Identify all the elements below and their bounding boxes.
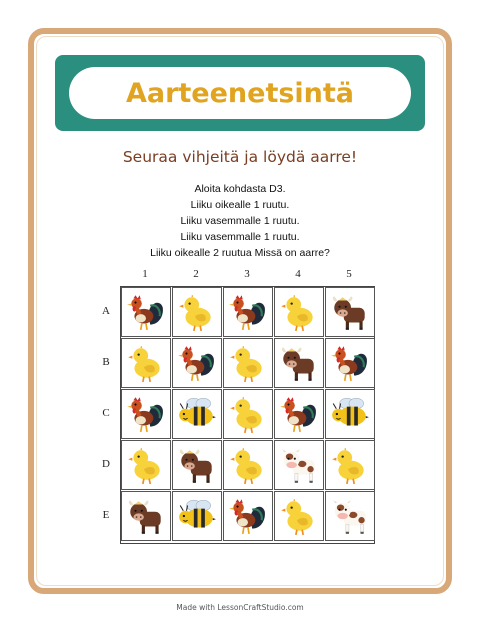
page-title: Aarteenetsintä bbox=[125, 77, 355, 109]
bull-icon bbox=[176, 444, 218, 486]
chick-icon bbox=[278, 291, 320, 333]
chick-icon bbox=[227, 393, 269, 435]
column-label: 1 bbox=[142, 268, 148, 280]
cow-icon bbox=[278, 444, 320, 486]
grid-cell[interactable] bbox=[223, 440, 273, 490]
instruction-line: Liiku oikealle 1 ruutu. bbox=[190, 199, 290, 211]
rooster-icon bbox=[176, 342, 218, 384]
bee-icon bbox=[176, 495, 218, 537]
grid-cell[interactable] bbox=[325, 287, 375, 337]
grid-cell[interactable] bbox=[223, 338, 273, 388]
row-label: E bbox=[102, 509, 110, 521]
grid-cell[interactable] bbox=[121, 491, 171, 541]
grid-cell[interactable] bbox=[274, 440, 324, 490]
rooster-icon bbox=[125, 393, 167, 435]
instruction-line: Liiku vasemmalle 1 ruutu. bbox=[180, 231, 300, 243]
rooster-icon bbox=[329, 342, 371, 384]
grid-cell[interactable] bbox=[121, 440, 171, 490]
rooster-icon bbox=[278, 393, 320, 435]
instructions bbox=[0, 181, 480, 261]
chick-icon bbox=[227, 342, 269, 384]
column-label: 2 bbox=[193, 268, 199, 280]
rooster-icon bbox=[227, 495, 269, 537]
grid-cell[interactable] bbox=[121, 389, 171, 439]
grid-cell[interactable] bbox=[172, 440, 222, 490]
subtitle: Seuraa vihjeitä ja löydä aarre! bbox=[122, 148, 358, 166]
cow-icon bbox=[329, 495, 371, 537]
bee-icon bbox=[329, 393, 371, 435]
grid-cell[interactable] bbox=[325, 389, 375, 439]
column-label: 4 bbox=[295, 268, 301, 280]
row-label: C bbox=[102, 407, 110, 419]
footer-credit: Made with LessonCraftStudio.com bbox=[176, 603, 304, 612]
bull-icon bbox=[125, 495, 167, 537]
chick-icon bbox=[278, 495, 320, 537]
grid-cell[interactable] bbox=[121, 287, 171, 337]
row-label: D bbox=[102, 458, 110, 470]
bull-icon bbox=[278, 342, 320, 384]
rooster-icon bbox=[227, 291, 269, 333]
treasure-grid bbox=[120, 286, 375, 544]
grid-cell[interactable] bbox=[274, 338, 324, 388]
grid-cell[interactable] bbox=[172, 287, 222, 337]
row-label: B bbox=[102, 356, 110, 368]
grid-cell[interactable] bbox=[172, 491, 222, 541]
grid-cell[interactable] bbox=[223, 389, 273, 439]
grid-cell[interactable] bbox=[325, 491, 375, 541]
grid-cell[interactable] bbox=[325, 440, 375, 490]
grid-cell[interactable] bbox=[274, 491, 324, 541]
grid-cell[interactable] bbox=[274, 389, 324, 439]
rooster-icon bbox=[125, 291, 167, 333]
grid-cell[interactable] bbox=[274, 287, 324, 337]
grid-cell[interactable] bbox=[325, 338, 375, 388]
chick-icon bbox=[329, 444, 371, 486]
grid-cell[interactable] bbox=[121, 338, 171, 388]
instruction-line: Liiku oikealle 2 ruutua Missä on aarre? bbox=[150, 247, 330, 259]
bee-icon bbox=[176, 393, 218, 435]
chick-icon bbox=[125, 444, 167, 486]
bull-icon bbox=[329, 291, 371, 333]
chick-icon bbox=[227, 444, 269, 486]
title-banner bbox=[55, 55, 425, 131]
column-label: 3 bbox=[244, 268, 250, 280]
row-label: A bbox=[102, 305, 110, 317]
instruction-line: Aloita kohdasta D3. bbox=[194, 183, 286, 195]
grid-cell[interactable] bbox=[172, 389, 222, 439]
column-label: 5 bbox=[346, 268, 352, 280]
instruction-line: Liiku vasemmalle 1 ruutu. bbox=[180, 215, 300, 227]
grid-cell[interactable] bbox=[172, 338, 222, 388]
title-pill bbox=[69, 67, 411, 119]
grid-cell[interactable] bbox=[223, 491, 273, 541]
chick-icon bbox=[176, 291, 218, 333]
grid-cell[interactable] bbox=[223, 287, 273, 337]
chick-icon bbox=[125, 342, 167, 384]
